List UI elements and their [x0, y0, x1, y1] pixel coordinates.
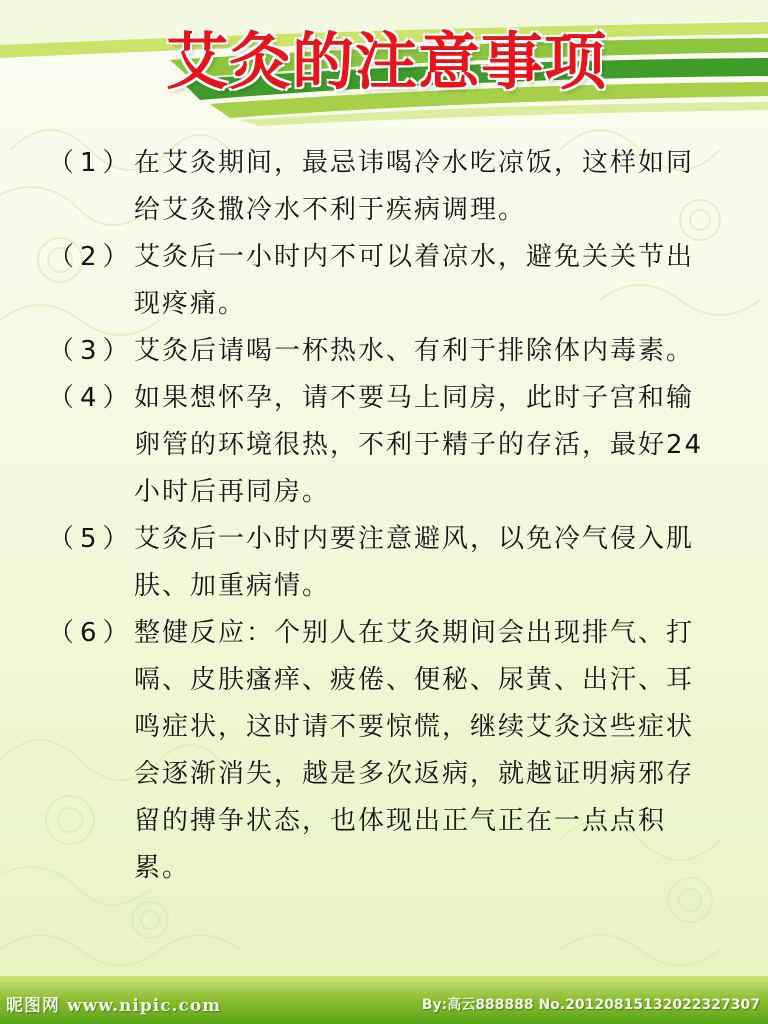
note-text: 艾灸后请喝一杯热水、有利于排除体内毒素。: [134, 336, 695, 366]
watermark-site: 昵图网 www.nipic.com: [6, 996, 222, 1016]
note-item: [48, 375, 718, 516]
note-item: [48, 516, 718, 610]
watermark-id: By:高云888888 No.20120815132022327307: [421, 997, 760, 1013]
note-number: （1）: [48, 148, 135, 178]
note-text: 整健反应：个别人在艾灸期间会出现排气、打嗝、皮肤瘙痒、疲倦、便秘、尿黄、出汗、耳鸣症状，这时请不要惊慌，继续艾灸这些症状会逐渐消失，越是多次返病，就越证明病邪存留的搏争状态，也体现出正气正在一点点积累。: [134, 618, 695, 883]
note-item: [48, 234, 718, 328]
page-title: 艾灸的注意事项: [166, 25, 608, 98]
note-number: （4）: [48, 383, 135, 413]
note-number: （3）: [48, 336, 135, 366]
note-text: 如果想怀孕，请不要马上同房，此时子宫和输卵管的环境很热，不利于精子的存活，最好24小时后再同房。: [134, 383, 704, 507]
note-item: [48, 140, 718, 234]
note-text: 在艾灸期间，最忌讳喝冷水吃凉饭，这样如同给艾灸撒冷水不利于疾病调理。: [134, 148, 695, 225]
note-item: [48, 328, 718, 375]
note-number: （2）: [48, 242, 135, 272]
note-number: （5）: [48, 524, 135, 554]
note-text: 艾灸后一小时内要注意避风，以免冷气侵入肌肤、加重病情。: [134, 524, 695, 601]
note-item: [48, 610, 718, 892]
note-number: （6）: [48, 618, 135, 648]
notes-list: [48, 140, 718, 892]
note-text: 艾灸后一小时内不可以着凉水，避免关关节出现疼痛。: [134, 242, 695, 319]
